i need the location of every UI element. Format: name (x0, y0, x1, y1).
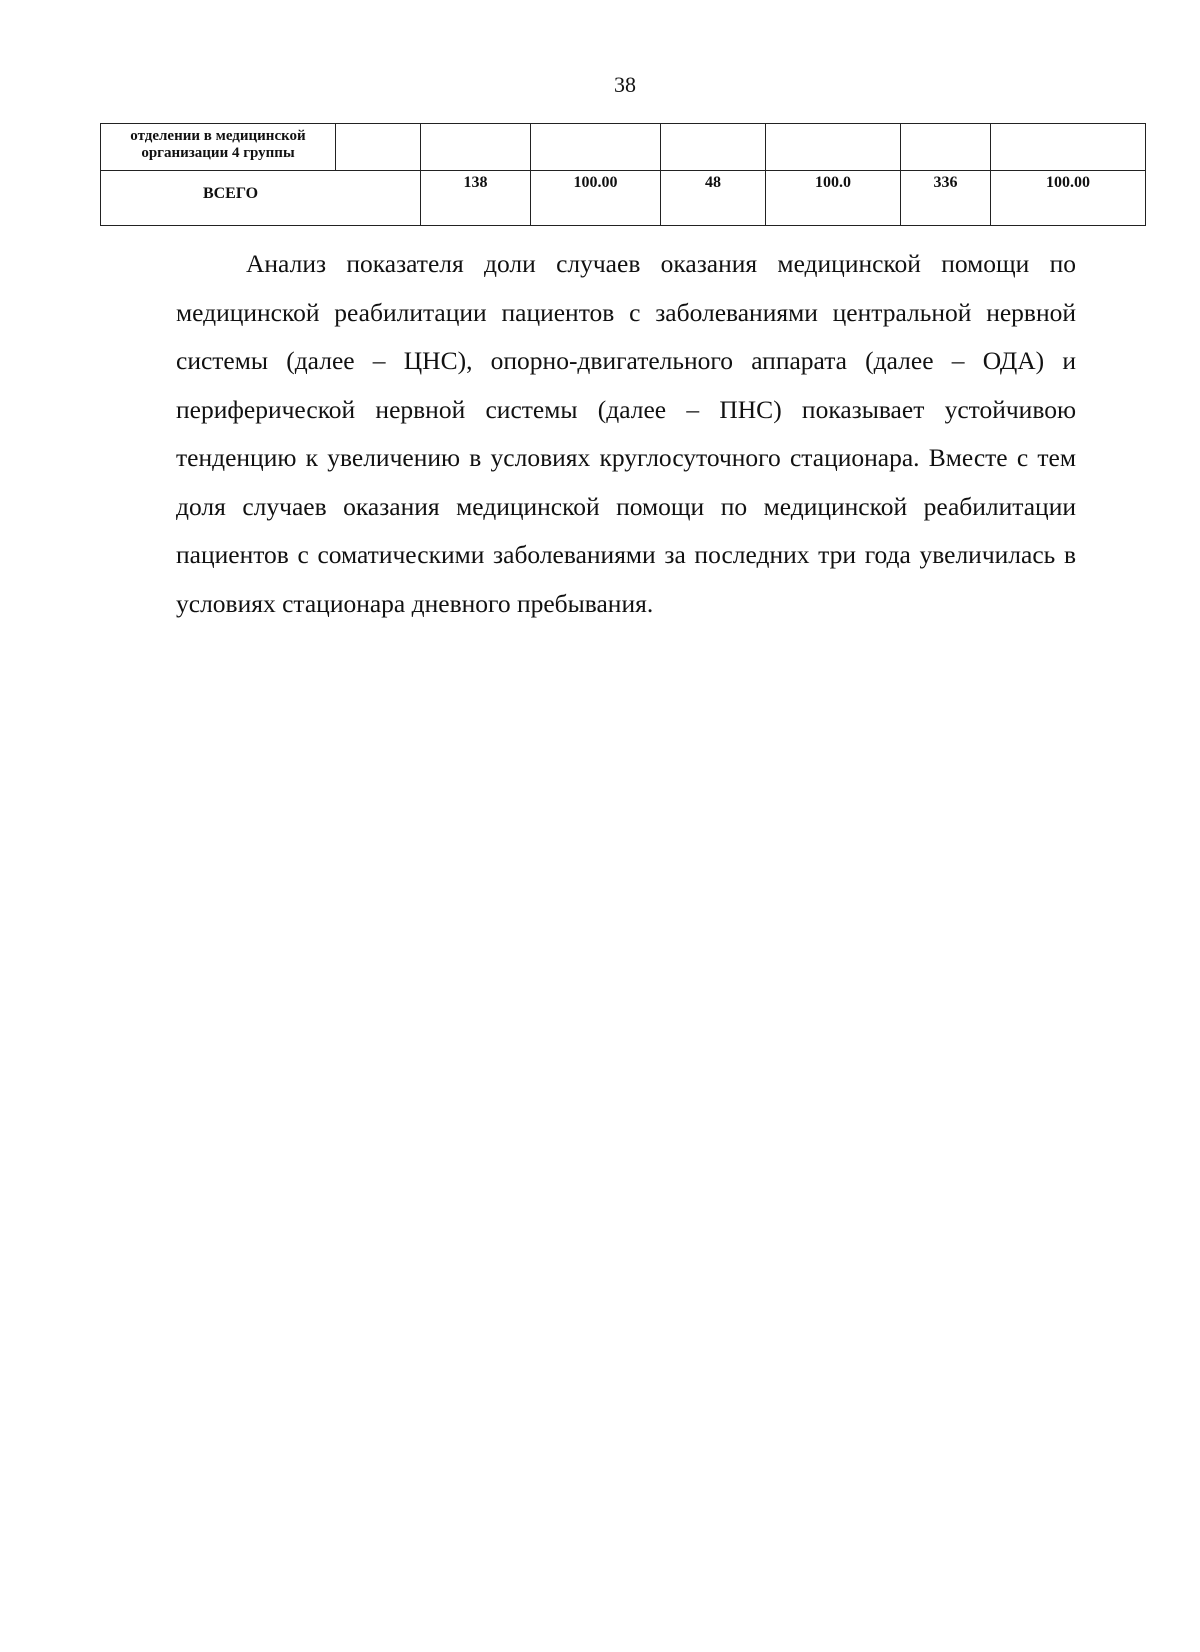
table-cell (901, 124, 991, 171)
table-cell (991, 124, 1146, 171)
total-value-cell: 100.00 (531, 171, 661, 226)
total-value-cell: 48 (661, 171, 766, 226)
total-value-cell: 100.00 (991, 171, 1146, 226)
table-cell (661, 124, 766, 171)
row-label-line-1: отделении в медицинской (130, 128, 306, 144)
total-value-cell: 336 (901, 171, 991, 226)
table-cell (531, 124, 661, 171)
analysis-paragraph: Анализ показателя доли случаев оказания медицинской помощи по медицинской реабилитации пациентов с заболеваниями центральной нервной системы (далее – ЦНС), опорно-двигательного аппарата (далее – ОДА) и периферической нервной системы (далее – ПНС) показывает устойчивою тенденцию к увеличению в условиях круглосуточного стационара. Вместе с тем доля случаев оказания медицинской помощи по медицинской реабилитации пациентов с соматическими заболеваниями за последних три года увеличилась в условиях стационара дневного пребывания. (176, 249, 1076, 618)
statistics-table (100, 123, 1146, 226)
row-label-line-2: организации 4 группы (141, 145, 295, 161)
table-row (101, 124, 1146, 171)
total-value-cell: 100.0 (766, 171, 901, 226)
page-number: 38 (614, 72, 636, 97)
table-row-total (101, 171, 1146, 226)
table-cell (766, 124, 901, 171)
total-value-cell: 138 (421, 171, 531, 226)
table-cell (336, 124, 421, 171)
body-text (176, 240, 1076, 628)
total-label: ВСЕГО (101, 171, 421, 226)
table-cell (421, 124, 531, 171)
row-label-cell (101, 124, 336, 171)
